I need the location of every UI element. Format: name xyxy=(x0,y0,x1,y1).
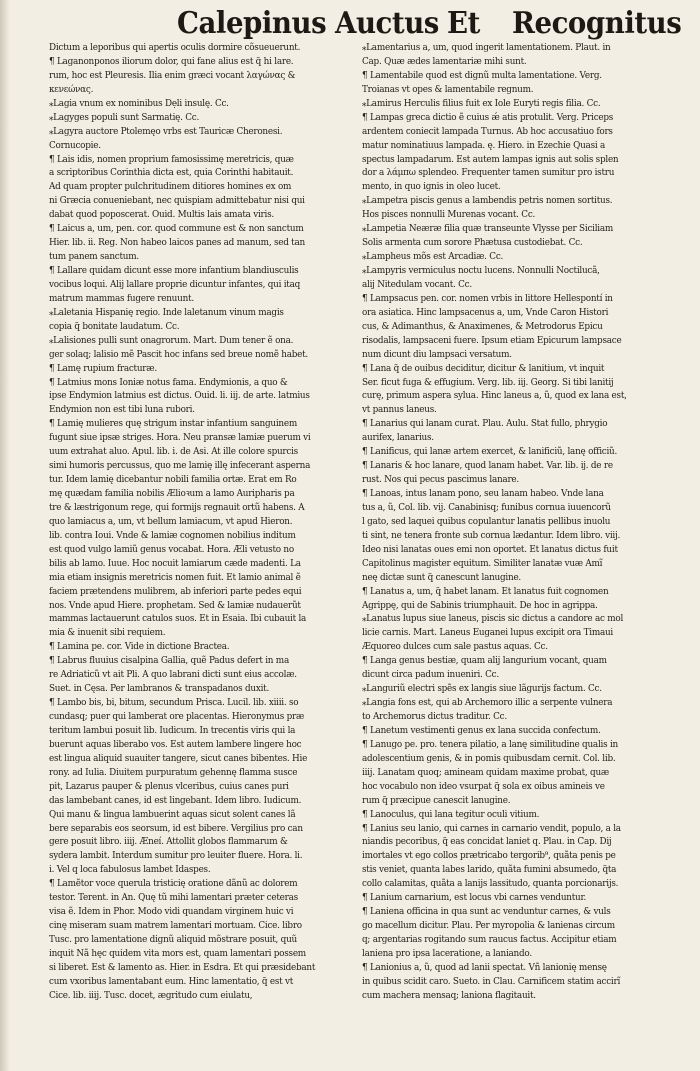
text-line: si liberet. Est & lamento as. Hier. in Esdra. Et qui præsidebant xyxy=(49,962,316,973)
text-line: ⁎Lampheus mõs est Arcadiæ. Cc. xyxy=(362,252,504,263)
text-line: lib. contra Ioui. Vnde & lamiæ cognomen nobilius inditum xyxy=(49,530,296,541)
text-line: ¶ Lanoculus, qui lana tegitur oculi vitium. xyxy=(362,809,540,820)
text-line: rust. Nos qui pecus pascimus lanare. xyxy=(362,475,519,486)
text-line: uum extrahat aluo. Apul. lib. i. de Asi. At ille colore spurcis xyxy=(49,447,298,458)
text-line: nos. Vnde apud Hiere. prophetam. Sed & lamiæ nudauerũt xyxy=(49,600,301,611)
text-line: visa ẽ. Idem in Phor. Modo vidi quandam virginem huic vi xyxy=(49,907,294,918)
text-line: niandis pecoribus, q̃ eas concidat laniet q. Plau. in Cap. Dij xyxy=(362,837,612,848)
text-line: mę quædam familia nobilis Ælioꝛum a lamo Auripharis pa xyxy=(49,489,295,499)
text-line: a scriptoribus Corinthia dicta est, quia Corinthi habitauit. xyxy=(49,168,294,179)
text-line: vocibus loqui. Alij lallare proprie dicuntur infantes, qui itaq xyxy=(49,279,301,290)
text-line: ¶ Lallare quidam dicunt esse more infantium blandiusculis xyxy=(49,266,299,276)
text-line: cus, & Adimanthus, & Anaximenes, & Metrodorus Epicu xyxy=(362,321,603,332)
text-line: Hier. lib. ii. Reg. Non habeo laicos panes ad manum, sed tan xyxy=(49,238,305,249)
text-line: Capitolinus magister equitum. Similiter lanatæ vuæ Amĩ xyxy=(362,558,603,569)
text-line: buerunt aquas liberabo vos. Est autem lambere lingere hoc xyxy=(49,739,302,750)
text-line: ardentem coniecit lampada Turnus. Ab hoc accusatiuo fors xyxy=(362,126,613,137)
text-line: re Adriaticũ vt ait Pli. A quo labrani dicti sunt eius accolæ. xyxy=(49,670,297,681)
text-line: rony. ad Iulia. Diuitem purpuratum gehennę flamma susce xyxy=(49,767,298,778)
text-line: ¶ Lamentabile quod est dignũ multa lamentatione. Verg. xyxy=(362,70,602,81)
text-line: ¶ Lanium carnarium, est locus vbi carnes venduntur. xyxy=(362,893,587,904)
text-line: Agrippę, qui de Sabinis triumphauit. De hoc in agrippa. xyxy=(362,600,598,611)
text-line: mento, in quo ignis in oleo lucet. xyxy=(362,182,501,193)
text-line: teritum lambui posuit lib. Iudicum. In trecentis viris qui la xyxy=(49,725,296,736)
text-line: Troianas vt opes & lamentabile regnum. xyxy=(362,84,534,95)
text-line: tur. Idem lamię dicebantur nobili familia ortæ. Erat em Ro xyxy=(49,475,297,486)
text-line: ¶ Lana q̃ de ouibus deciditur, dicitur & lanitium, vt inquit xyxy=(362,363,605,374)
running-head-word: Calepinus xyxy=(177,6,327,41)
text-line: ⁎Lampyris vermiculus noctu lucens. Nonnulli Noctilucã, xyxy=(362,266,600,276)
text-line: ti sint, ne tenera fronte sub cornua lædantur. Idem libro. viij. xyxy=(362,530,621,541)
text-line: ¶ Lanionius a, ũ, quod ad lanii spectat. Vñ lanionię mensę xyxy=(362,962,607,973)
text-line: Ser. ficut fuga & effugium. Verg. lib. iij. Georg. Si tibi lanitij xyxy=(362,377,614,388)
text-line: pit, Lazarus pauper & plenus vlceribus, cuius canes puri xyxy=(49,781,289,792)
text-line: Dictum a leporibus qui apertis oculis dormire cõsueuerunt. xyxy=(49,43,301,53)
text-line: ¶ Laicus a, um, pen. cor. quod commune est & non sanctum xyxy=(49,224,304,235)
text-line: ¶ Lanarius qui lanam curat. Plau. Aulu. Stat fullo, phrygio xyxy=(362,419,608,430)
text-line: ¶ Lambo bis, bi, bitum, secundum Prisca. Lucil. lib. xiiii. so xyxy=(49,698,299,709)
text-line: i. Vel q loca fabulosus lambet Idaspes. xyxy=(49,865,211,876)
text-line: spectus lampadarum. Est autem lampas ignis aut solis splen xyxy=(362,154,619,165)
text-line: cum vxoribus lamentabant eum. Hinc lamentatio, q̃ est vt xyxy=(49,976,294,987)
text-line: Qui manu & lingua lambuerint aquas sicut solent canes lã xyxy=(49,809,296,820)
text-line: copia q̃ bonitate laudatum. Cc. xyxy=(49,321,180,332)
text-line: Ad quam propter pulchritudinem ditiores homines ex om xyxy=(49,182,292,193)
text-line: est quod vulgo lamiũ genus vocabat. Hora. Æli vetusto no xyxy=(49,544,294,555)
text-line: inquit Nã hęc quidem vita mors est, quam lamentari possem xyxy=(49,948,306,959)
text-line: l gato, sed laquei quibus copulantur lanatis pellibus inuolu xyxy=(362,516,611,527)
text-line: Cice. lib. iiij. Tusc. docet, ægritudo cum eiulatu, xyxy=(49,990,253,1001)
text-line: ni Græcia conueniebant, nec quispiam admittebatur nisi qui xyxy=(49,196,305,207)
text-line: ger solaq; lalisio mẽ Pascit hoc infans sed breue nomẽ habet. xyxy=(49,349,308,360)
text-line: Endymion non est tibi luna rubori. xyxy=(49,405,195,416)
text-line: ⁎Lampetra piscis genus a lambendis petris nomen sortitus. xyxy=(362,196,613,207)
text-line: ¶ Lanetum vestimenti genus ex lana succida confectum. xyxy=(362,725,601,736)
text-line: ⁎Lamirus Herculis filius fuit ex Iole Euryti regis filia. Cc. xyxy=(362,98,601,109)
text-line: gere posuit libro. iiij. Æneí. Attollit globos flammarum & xyxy=(49,837,288,848)
text-line: ¶ Latmius mons Ioniæ notus fama. Endymionis, a quo & xyxy=(49,377,288,388)
text-line: ¶ Lanugo pe. pro. tenera pilatio, a lanę similitudine qualis in xyxy=(362,739,618,750)
text-line: ⁎Lagyges populi sunt Sarmatię. Cc. xyxy=(49,112,200,123)
text-line: Suet. in Cęsa. Per lambranos & transpadanos duxit. xyxy=(49,684,270,695)
text-line: ¶ Lamẽtor voce querula tristicię oratione dãnũ ac dolorem xyxy=(49,879,298,890)
text-line: rum, hoc est Pleuresis. Ilia enim græci vocant λαγώνας & xyxy=(49,70,296,81)
text-line: matur nominatiuus lampada. ę. Hiero. in Ezechie Quasi a xyxy=(362,140,606,151)
text-line: ¶ Laniena officina in qua sunt ac venduntur carnes, & vuls xyxy=(362,907,611,918)
text-line: ¶ Lamę rupium fracturæ. xyxy=(49,363,157,374)
text-line: ¶ Langa genus bestiæ, quam alij langurium vocant, quam xyxy=(362,656,607,667)
text-line: mia & inuenit sibi requiem. xyxy=(49,628,166,639)
text-line: ¶ Lanatus a, um, q̃ habet lanam. Et lanatus fuit cognomen xyxy=(362,586,609,597)
text-line: ¶ Lampsacus pen. cor. nomen vrbis in littore Hellespontí in xyxy=(362,293,613,304)
text-line: bilis ab lamo. Iuue. Hoc nocuit lamiarum cæde madenti. La xyxy=(49,558,301,569)
text-line: ora asiatica. Hinc lampsacenus a, um, Vnde Caron Histori xyxy=(362,307,609,318)
text-line: Æquoreo dulces cum sale pastus aquas. Cc. xyxy=(362,642,548,653)
text-line: est lingua aliquid suauiter tangere, sicut canes bibentes. Hie xyxy=(49,753,308,764)
text-line: bere separabis eos seorsum, id est bibere. Vergilius pro can xyxy=(49,823,303,834)
text-line: cundasq; puer qui lamberat ore placentas. Hieronymus præ xyxy=(49,712,305,722)
text-line: ⁎Lalisiones pulli sunt onagrorum. Mart. Dum tener ẽ ona. xyxy=(49,335,294,346)
left-text-column xyxy=(49,42,347,1042)
text-line: dabat quod poposcerat. Ouid. Multis lais amata viris. xyxy=(49,210,274,221)
running-head-word: Auctus xyxy=(335,6,439,41)
text-line: ¶ Lamina pe. cor. Vide in dictione Bractea. xyxy=(49,642,230,653)
text-line: matrum mammas fugere renuunt. xyxy=(49,293,194,304)
text-line: ¶ Lamię mulieres quę strigum instar infantium sanguinem xyxy=(49,419,297,430)
text-line: curę, primum aspera sylua. Hinc laneus a, ũ, quod ex lana est, xyxy=(362,391,627,402)
text-line: dor a λάμπω splendeo. Frequenter tamen sumitur pro istru xyxy=(362,168,615,179)
text-line: ⁎Lanatus lupus siue laneus, piscis sic dictus a candore ac mol xyxy=(362,614,624,625)
text-line: Cornucopie. xyxy=(49,140,101,151)
running-head xyxy=(0,4,700,44)
text-line: ¶ Laganonponos iliorum dolor, qui fane alius est q̃ hi lare. xyxy=(49,56,294,67)
text-line: num dicunt diu lampsaci versatum. xyxy=(362,349,512,360)
text-line: ¶ Lanificus, qui lanæ artem exercet, & lanificiũ, lanę officiũ. xyxy=(362,447,618,458)
text-line: ⁎Lamentarius a, um, quod ingerit lamentationem. Plaut. in xyxy=(362,43,611,53)
text-line: tus a, ũ, Col. lib. vij. Canabinisq; funibus cornua iuuencorũ xyxy=(362,502,611,513)
text-line: Tusc. pro lamentatione dignũ aliquid mõstrare posuit, quũ xyxy=(49,935,297,945)
text-line: ¶ Lampas greca dictio ẽ cuius ǽ atis protulit. Verg. Priceps xyxy=(362,112,614,123)
text-line: ¶ Lanaris & hoc lanare, quod lanam habet. Var. lib. ij. de re xyxy=(362,461,613,472)
text-line: go macellum dicitur. Plau. Per myropolia & lanienas circum xyxy=(362,921,615,932)
text-line: ¶ Lanoas, intus lanam pono, seu lanam habeo. Vnde lana xyxy=(362,489,604,499)
text-line: Ideo nisi lanatas oues emi non oportet. Et lanatus dictus fuit xyxy=(362,544,618,555)
text-line: mia etiam insignis meretricis nomen fuit. Et lamio animal ẽ xyxy=(49,572,301,583)
text-line: hoc vocabulo non ideo vsurpat q̃ sola ex oibus amineis ve xyxy=(362,781,605,792)
text-line: das lambebant canes, id est lingebant. Idem libro. Iudicum. xyxy=(49,795,302,806)
text-line: laniena pro ipsa laceratione, a laniando. xyxy=(362,948,532,959)
text-line: iiij. Lanatam quoq; amineam quidam maxime probat, quæ xyxy=(362,767,609,778)
text-line: alij Nitedulam vocant. Cc. xyxy=(362,279,472,290)
text-line: tum panem sanctum. xyxy=(49,252,139,263)
text-line: dicunt circa padum inueniri. Cc. xyxy=(362,670,499,681)
text-line: mammas lactauerunt catulos suos. Et in Esaia. Ibi cubauit la xyxy=(49,614,307,625)
text-line: imortales vt ego collos prætricabo tergorib⁹, quãta penis pe xyxy=(362,851,616,862)
right-text-column xyxy=(362,42,666,1042)
text-line: collo calamitas, quãta a lanijs lassitudo, quanta porcionarijs. xyxy=(362,879,619,890)
text-line: ⁎Languriũ electri spẽs ex langis siue lãgurijs factum. Cc. xyxy=(362,684,602,695)
text-line: neę dictæ sunt q̃ canescunt lanugine. xyxy=(362,572,521,583)
text-line: ⁎Lagyra auctore Ptolemęo vrbs est Tauricæ Cheronesi. xyxy=(49,126,283,137)
text-line: ⁎Langia fons est, qui ab Archemoro illic a serpente vulnera xyxy=(362,698,613,709)
text-line: adolescentium genis, & in pomis quibusdam cernit. Col. lib. xyxy=(362,753,616,764)
text-line: tre & læstrigonum rege, qui formijs regnauit ortũ habens. A xyxy=(49,502,305,513)
running-head-word: Et xyxy=(447,6,480,41)
text-line: κενεώνας. xyxy=(49,84,94,95)
text-line: ¶ Labrus fluuius cisalpina Gallia, quẽ Padus defert in ma xyxy=(49,656,289,667)
text-line: ¶ Lais idis, nomen proprium famosissimę meretricis, quæ xyxy=(49,154,294,165)
text-line: stis veniet, quanta labes larido, quãta fumini absumedo, q̃ta xyxy=(362,865,617,876)
text-line: fugunt siue ipsæ striges. Hora. Neu pransæ lamiæ puerum vi xyxy=(49,433,311,444)
text-line: sydera lambit. Interdum sumitur pro leuiter fluere. Hora. li. xyxy=(49,851,303,862)
text-line: Solis armenta cum sorore Phætusa custodiebat. Cc. xyxy=(362,238,583,249)
text-line: ¶ Lanius seu lanio, qui carnes in carnario vendit, populo, a la xyxy=(362,823,621,834)
text-line: aurifex, lanarius. xyxy=(362,433,434,444)
text-line: ⁎Laletania Hispanię regio. Inde laletanum vinum magis xyxy=(49,307,284,318)
text-line: rum q̃ præcipue canescit lanugine. xyxy=(362,795,511,806)
text-line: to Archemorus dictus traditur. Cc. xyxy=(362,712,507,722)
text-line: ⁎Lampetia Neæræ filia quæ transeunte Vlysse per Siciliam xyxy=(362,224,614,235)
text-line: Cap. Quæ ædes lamentariæ mihi sunt. xyxy=(362,56,527,67)
text-line: risodalis, lampsaceni fuere. Ipsum etiam Epicurum lampsace xyxy=(362,335,622,346)
text-line: Hos pisces nonnulli Murenas vocant. Cc. xyxy=(362,210,536,221)
page-gutter-shadow xyxy=(0,0,10,1071)
text-line: testor. Terent. in An. Quę tũ mihi lamentari præter ceteras xyxy=(49,893,298,904)
text-line: quo lamiacus a, um, vt bellum lamiacum, vt apud Hieron. xyxy=(49,516,293,527)
text-line: cum machera mensaq; laniona flagitauit. xyxy=(362,990,536,1001)
text-line: in quibus scidit caro. Sueto. in Clau. Carnificem statim accirĩ xyxy=(362,976,621,987)
text-line: licie carnis. Mart. Laneus Euganei lupus excipit ora Timaui xyxy=(362,628,614,639)
text-line: faciem prætendens mulibrem, ab inferiori parte pedes equi xyxy=(49,586,302,597)
text-line: ⁎Lagia vnum ex nominibus Dẹli insulę. Cc. xyxy=(49,98,229,109)
text-line: vt pannus laneus. xyxy=(362,405,437,416)
text-line: q; argentarias rogitando sum raucus factus. Accipitur etiam xyxy=(362,935,617,945)
text-line: ipse Endymion latmius est dictus. Ouid. li. iij. de arte. latmius xyxy=(49,391,310,402)
text-line: simi humoris percussus, quo me lamię illę infecerant asperna xyxy=(49,461,311,472)
text-line: cinę miseram suam matrem lamentari mortuam. Cice. libro xyxy=(49,921,302,932)
running-head-word: Recognitus xyxy=(512,6,682,41)
